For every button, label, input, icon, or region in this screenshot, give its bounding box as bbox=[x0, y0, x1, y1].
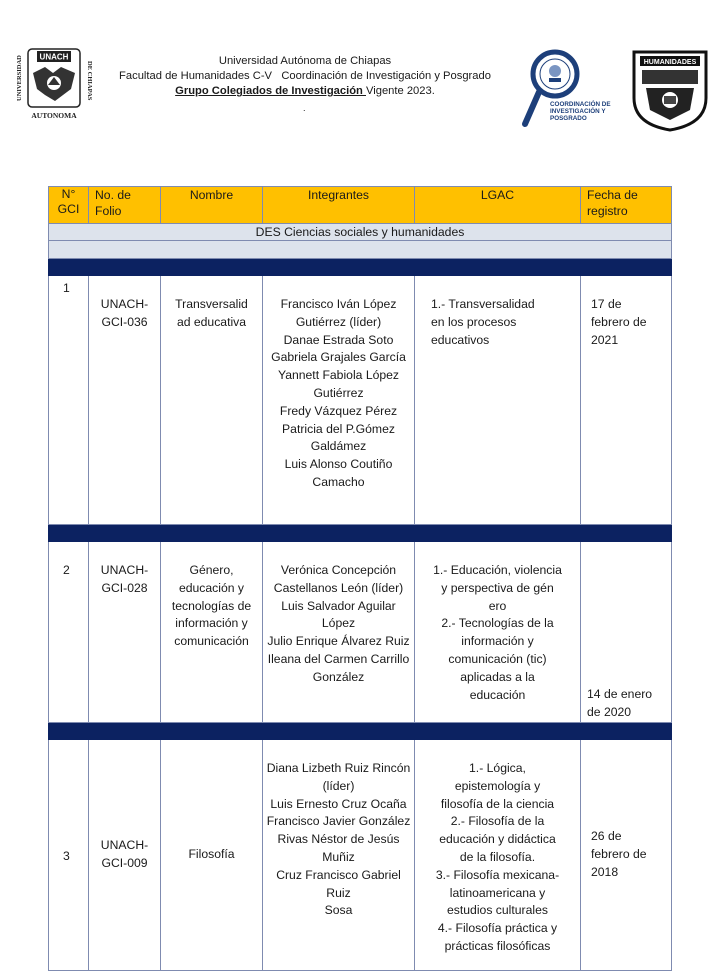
row-num: 1 bbox=[49, 276, 89, 525]
nombre-line: educación y bbox=[178, 580, 245, 595]
logo-bottom-text: AUTONOMA bbox=[31, 111, 77, 120]
nombre-line: tecnologías de bbox=[171, 598, 252, 613]
lgac-line: 1.- Lógica, bbox=[469, 761, 526, 775]
integrante-line: Danae Estrada Soto bbox=[283, 332, 394, 347]
integrante-line: Yannett Fabiola López bbox=[277, 368, 400, 383]
lgac-line: latinoamericana y bbox=[449, 885, 546, 900]
unach-seal-logo bbox=[15, 43, 95, 123]
lgac-line: prácticas filosóficas bbox=[444, 938, 551, 953]
lgac-line: aplicadas a la bbox=[460, 669, 535, 684]
lgac-line: 4.- Filosofía práctica y bbox=[437, 921, 558, 936]
group-title-line bbox=[95, 84, 515, 99]
header-num-label: N° bbox=[61, 187, 76, 201]
integrante-line: Castellanos León (líder) bbox=[273, 580, 404, 595]
header-nombre: Nombre bbox=[161, 187, 263, 224]
lgac-line: educación bbox=[469, 687, 526, 702]
integrante-line: Luis Alonso Coutiño bbox=[284, 457, 393, 472]
blank-row bbox=[49, 241, 672, 259]
lgac-line: información y bbox=[461, 634, 534, 649]
integrante-line: Fredy Vázquez Pérez bbox=[279, 403, 398, 418]
lgac-line: 1.- Transversalidad bbox=[431, 297, 535, 311]
lgac-line: 2.- Tecnologías de la bbox=[441, 616, 554, 631]
separator-row bbox=[49, 723, 672, 740]
separator-row bbox=[49, 525, 672, 542]
lgac-line: de la filosofía. bbox=[459, 849, 536, 864]
des-title: DES Ciencias sociales y humanidades bbox=[49, 224, 672, 241]
nombre-line: Transversalid bbox=[175, 297, 248, 311]
folio-line: GCI-036 bbox=[101, 314, 148, 329]
integrante-line: Rivas Néstor de Jesús Muñiz bbox=[277, 832, 400, 864]
table-row bbox=[49, 542, 672, 723]
fecha-line: 2021 bbox=[591, 332, 619, 347]
integrante-line: Diana Lizbeth Ruiz Rincón bbox=[266, 761, 411, 775]
row-fecha bbox=[581, 542, 672, 723]
integrante-line: Luis Ernesto Cruz Ocaña bbox=[270, 796, 407, 811]
faculty-line: Facultad de Humanidades C-V Coordinación de Investigación y Posgrado bbox=[119, 70, 491, 82]
group-title: Grupo Colegiados de Investigación bbox=[175, 85, 366, 97]
fecha-line: 14 de enero bbox=[587, 687, 653, 702]
integrante-line: Ileana del Carmen Carrillo bbox=[267, 651, 410, 666]
integrante-line: Gutiérrez bbox=[313, 385, 364, 400]
integrante-line: Sosa bbox=[324, 903, 353, 918]
header-integrantes: Integrantes bbox=[263, 187, 415, 224]
integrante-line: Verónica Concepción bbox=[280, 563, 397, 577]
integrante-line: Francisco Javier González bbox=[266, 814, 411, 829]
fecha-line: febrero de bbox=[591, 847, 647, 862]
lgac-line: 1.- Educación, violencia bbox=[433, 563, 562, 577]
validity-text: Vigente 2023. bbox=[365, 85, 435, 97]
fecha-line: 26 de bbox=[591, 829, 622, 844]
des-row bbox=[49, 224, 672, 241]
row-num: 2 bbox=[49, 542, 89, 723]
row-lgac bbox=[415, 740, 581, 971]
integrante-line: Camacho bbox=[312, 474, 365, 489]
header-dot: . bbox=[303, 103, 306, 113]
integrante-line: Francisco Iván López bbox=[280, 297, 397, 311]
fecha-line: 17 de bbox=[591, 297, 622, 311]
lgac-line: 3.- Filosofía mexicana- bbox=[435, 867, 560, 882]
row-fecha bbox=[581, 740, 672, 971]
row-folio bbox=[89, 276, 161, 525]
logo-mid-text-3: POSGRADO bbox=[550, 115, 587, 122]
logo-mid-text-1: COORDINACIÓN DE bbox=[550, 101, 611, 108]
table-row bbox=[49, 740, 672, 971]
lgac-line: en los procesos bbox=[431, 314, 517, 329]
lgac-line: comunicación (tic) bbox=[448, 651, 547, 666]
lgac-line: educativos bbox=[431, 332, 490, 347]
logo-top-text: UNACH bbox=[39, 52, 69, 62]
header-num bbox=[49, 187, 89, 224]
integrante-line: Luis Salvador Aguilar López bbox=[281, 598, 396, 631]
fecha-line: de 2020 bbox=[587, 705, 632, 720]
header-fecha-line: registro bbox=[587, 204, 628, 218]
header-folio: No. de Folio bbox=[89, 187, 161, 224]
row-nombre bbox=[161, 542, 263, 723]
logo-mid-text-2: INVESTIGACIÓN Y bbox=[550, 108, 606, 115]
nombre-line: comunicación bbox=[174, 634, 249, 649]
separator-row bbox=[49, 259, 672, 276]
lgac-line: epistemología y bbox=[454, 778, 541, 793]
lgac-line: ero bbox=[488, 598, 507, 613]
nombre-line: Género, bbox=[189, 563, 234, 577]
row-integrantes bbox=[263, 740, 415, 971]
fecha-line: febrero de bbox=[591, 314, 647, 329]
coordinacion-logo bbox=[517, 44, 617, 130]
row-folio bbox=[89, 542, 161, 723]
integrante-line: Galdámez bbox=[310, 439, 367, 454]
lgac-line: educación y didáctica bbox=[439, 832, 556, 847]
header-fecha bbox=[581, 187, 672, 224]
lgac-line: 2.- Filosofía de la bbox=[450, 814, 545, 829]
lgac-line: filosofía de la ciencia bbox=[440, 796, 555, 811]
fecha-line: 2018 bbox=[591, 864, 619, 879]
logo-right-top-text: HUMANIDADES bbox=[643, 59, 697, 66]
integrante-line: Gutiérrez (líder) bbox=[295, 314, 382, 329]
integrante-line: (líder) bbox=[322, 778, 355, 793]
header-lgac: LGAC bbox=[415, 187, 581, 224]
integrante-line: Patricia del P.Gómez bbox=[282, 421, 395, 436]
university-name: Universidad Autónoma de Chiapas bbox=[218, 55, 392, 67]
humanidades-shield-logo bbox=[628, 46, 712, 132]
header-num-sub: GCI bbox=[57, 202, 80, 216]
row-nombre bbox=[161, 740, 263, 971]
folio-line: GCI-028 bbox=[101, 580, 148, 595]
logo-arc-right: DE CHIAPAS bbox=[86, 61, 93, 101]
table-row bbox=[49, 276, 672, 525]
folio-line: UNACH- bbox=[100, 838, 149, 853]
table-header-row bbox=[49, 187, 672, 224]
row-fecha bbox=[581, 276, 672, 525]
row-integrantes bbox=[263, 276, 415, 525]
row-nombre bbox=[161, 276, 263, 525]
integrante-line: González bbox=[312, 669, 365, 684]
lgac-line: estudios culturales bbox=[447, 903, 548, 918]
header-fecha-line: Fecha de bbox=[587, 188, 638, 202]
logo-arc-left: UNIVERSIDAD bbox=[16, 55, 23, 101]
nombre-line: ad educativa bbox=[176, 314, 247, 329]
nombre-line: Filosofía bbox=[188, 847, 235, 862]
integrante-line: Gabriela Grajales García bbox=[271, 350, 406, 365]
nombre-line: información y bbox=[175, 616, 248, 631]
document-header bbox=[95, 54, 515, 99]
row-lgac bbox=[415, 542, 581, 723]
research-groups-table bbox=[48, 186, 672, 971]
integrante-line: Julio Enrique Álvarez Ruiz bbox=[267, 634, 410, 649]
integrante-line: Cruz Francisco Gabriel Ruiz bbox=[276, 867, 401, 900]
folio-line: UNACH- bbox=[100, 297, 149, 311]
row-folio bbox=[89, 740, 161, 971]
row-integrantes bbox=[263, 542, 415, 723]
folio-line: GCI-009 bbox=[101, 856, 148, 870]
row-num: 3 bbox=[49, 740, 89, 971]
folio-line: UNACH- bbox=[100, 563, 149, 577]
row-lgac bbox=[415, 276, 581, 525]
lgac-line: y perspectiva de gén bbox=[441, 580, 554, 595]
